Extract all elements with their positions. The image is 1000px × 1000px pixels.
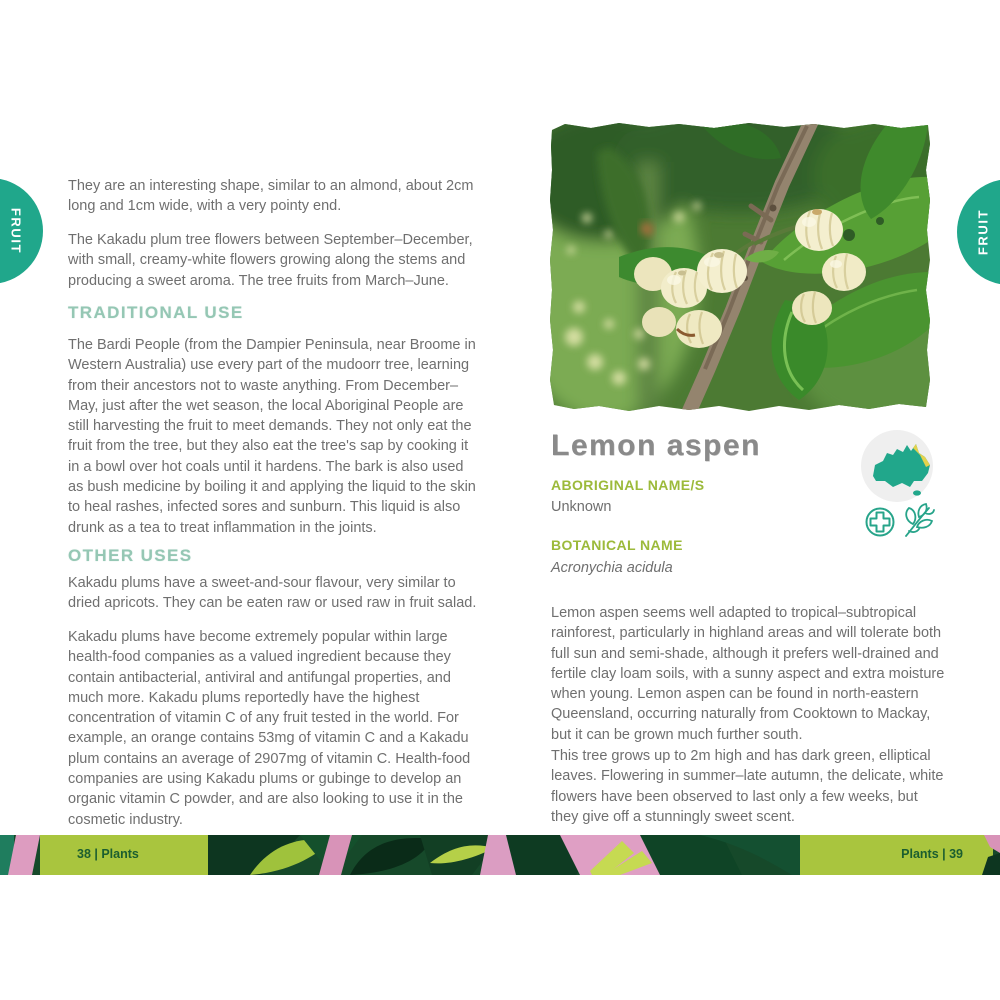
fruit-tab-left-label: FRUIT	[8, 207, 24, 255]
botanical-name-value: Acronychia acidula	[551, 560, 673, 576]
page-number-left: 38 | Plants	[77, 847, 139, 861]
page-number-right: Plants | 39	[901, 847, 963, 861]
section-heading-other-uses: OTHER USES	[68, 546, 193, 565]
plant-photo	[549, 122, 931, 412]
plant-title: Lemon aspen	[551, 429, 761, 462]
medicinal-use-icon	[864, 506, 896, 538]
section-heading-traditional-use: TRADITIONAL USE	[68, 303, 244, 322]
paragraph: This tree grows up to 2m high and has dark green, elliptical leaves. Flowering in summer–late autumn, the delicate, white flowers have been observed to last only a few weeks, but they give off a stunningly sweet scent.	[551, 748, 944, 825]
fruit-tab-right-label: FRUIT	[975, 208, 991, 256]
lemon-aspen-photo-illustration	[549, 122, 931, 412]
paragraph: Kakadu plums have a sweet-and-sour flavour, very similar to dried apricots. They can be eaten raw or used raw in fruit salad.	[68, 575, 477, 612]
botanical-name-label: BOTANICAL NAME	[551, 537, 683, 553]
aboriginal-name-label: ABORIGINAL NAME/S	[551, 477, 705, 493]
edible-plant-icon	[901, 503, 935, 539]
intro-paragraph: They are an interesting shape, similar to an almond, about 2cm long and 1cm wide, with a very pointy end.	[68, 178, 474, 215]
paragraph: Kakadu plums have become extremely popular within large health-food companies as a valued ingredient because they contain antibacterial, antiviral and antifungal properties, and much more. Kakadu plums reportedly have the highest concentration of vitamin C of any fruit tested in the world. For example, an orange contains 53mg of vitamin C and a Kakadu plum contains an average of 2907mg of vitamin C. Health-food companies are using Kakadu plums or gubinge to develop an organic vitamin C powder, and are also looking to use it in the cosmetic industry.	[68, 629, 471, 828]
intro-paragraph: The Kakadu plum tree flowers between September–December, with small, creamy-white flowers growing along the stems and producing a sweet aroma. The tree fruits from March–June.	[68, 232, 473, 289]
australia-distribution-map-icon	[861, 430, 933, 502]
paragraph: Lemon aspen seems well adapted to tropical–subtropical rainforest, particularly in highland areas and will tolerate both full sun and semi-shade, although it prefers well-drained and fertile clay loam soils, with a sunny aspect and extra moisture when young. Lemon aspen can be found in north-eastern Queensland, occurring naturally from Cooktown to Mackay, but it can be grown much further south.	[551, 605, 945, 743]
aboriginal-name-value: Unknown	[551, 499, 612, 515]
paragraph: The Bardi People (from the Dampier Peninsula, near Broome in Western Australia) use every part of the mudoorr tree, learning from their ancestors not to waste anything. From December–May, just after the wet season, the local Aboriginal People are still harvesting the fruit to meet demands. They not only eat the fruit from the tree, but they also eat the tree's sap by cooking it in a bowl over hot coals until it hardens. The bark is also used as bush medicine by boiling it and applying the liquid to the skin to heal rashes, infected sores and sunburn. This liquid is also drunk as a tea to treat inflammation in the joints.	[68, 337, 476, 536]
